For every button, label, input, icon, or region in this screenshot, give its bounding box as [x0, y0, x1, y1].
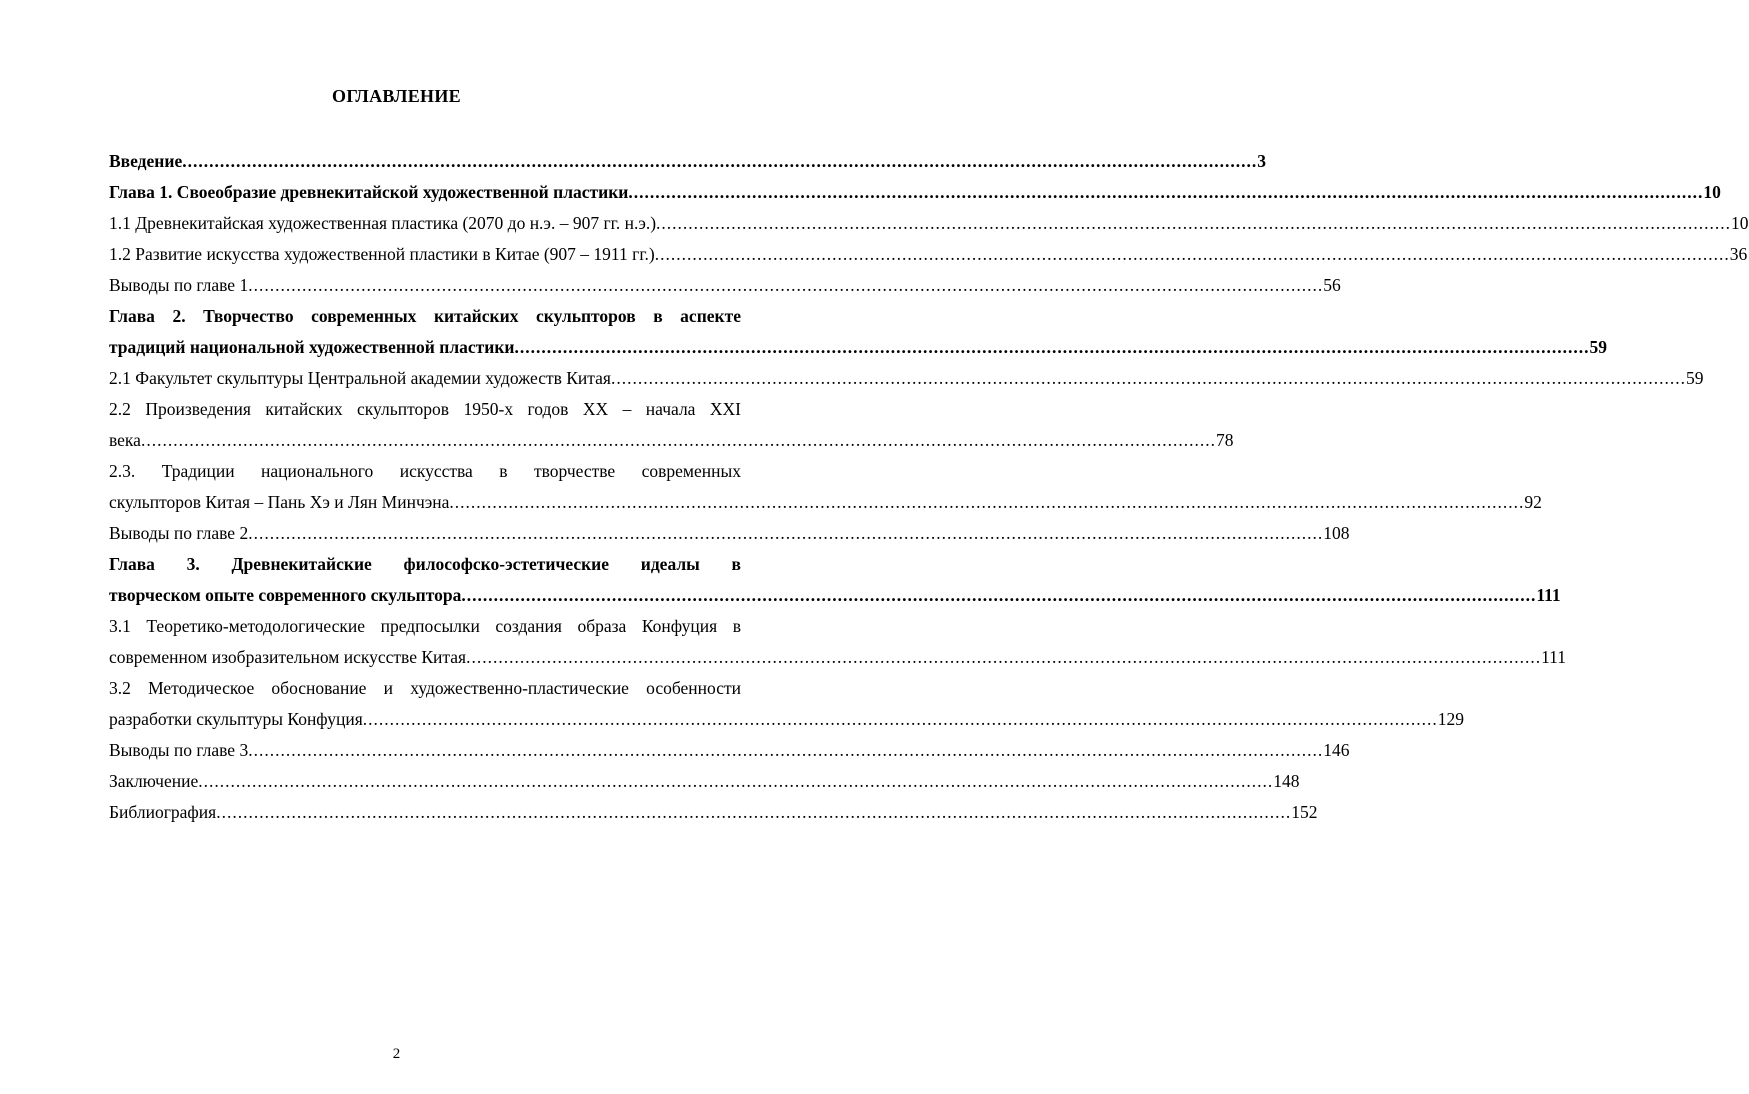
toc-entry-page: 152 [1291, 802, 1318, 822]
toc-entry-title: века [109, 430, 141, 450]
toc-entry-title: скульпторов Китая – Пань Хэ и Лян Минчэна [109, 492, 450, 512]
toc-entry-page: 108 [1323, 523, 1350, 543]
toc-leader-dots: ........................................................................................................................................................................................................ [248, 523, 1324, 543]
toc-entry-title: 1.1 Древнекитайская художественная пластика (2070 до н.э. – 907 гг. н.э.) [109, 213, 657, 233]
page-number: 2 [392, 1046, 401, 1062]
page-title: ОГЛАВЛЕНИЕ [332, 86, 461, 106]
toc-leader-dots: ........................................................................................................................................................................................................ [248, 740, 1324, 760]
toc-leader-dots: ........................................................................................................................................................................................................ [216, 802, 1292, 822]
toc-entry-page: 36 [1729, 244, 1748, 264]
toc-entry-page: 78 [1215, 430, 1234, 450]
toc-entry [109, 270, 1341, 301]
toc-entry-page: 10 [1703, 182, 1721, 202]
toc-leader-dots: ........................................................................................................................................................................................................ [362, 709, 1438, 729]
toc-leader-dots: ........................................................................................................................................................................................................ [198, 771, 1274, 791]
toc-leader-dots: ........................................................................................................................................................................................................ [656, 213, 1732, 233]
toc-entry-title: 1.2 Развитие искусства художественной пластики в Китае (907 – 1911 гг.) [109, 244, 655, 264]
toc-entry-line: Глава 2. Творчество современных китайских скульпторов в аспекте [109, 306, 741, 326]
toc-entry-page: 111 [1541, 647, 1567, 667]
table-of-contents [109, 146, 1749, 828]
toc-entry-page: 3 [1257, 151, 1266, 171]
toc-entry-page: 148 [1273, 771, 1300, 791]
toc-entry [109, 208, 1749, 239]
toc-entry-line: 2.2 Произведения китайских скульпторов 1950-х годов XX – начала XXI [109, 399, 741, 419]
toc-entry-line: 3.1 Теоретико-методологические предпосылки создания образа Конфуция в [109, 616, 741, 636]
toc-entry [109, 766, 1300, 797]
toc-entry-title: творческом опыте современного скульптора [109, 585, 462, 605]
toc-entry-line: Глава 3. Древнекитайские философско-эстетические идеалы в [109, 554, 741, 574]
toc-entry-title: Библиография [109, 802, 217, 822]
toc-entry-page: 111 [1536, 585, 1561, 605]
toc-entry [109, 332, 1608, 363]
toc-entry [109, 363, 1704, 394]
toc-entry-title: традиций национальной художественной пластики [109, 337, 515, 357]
toc-leader-dots: ........................................................................................................................................................................................................ [449, 492, 1525, 512]
toc-leader-dots: ........................................................................................................................................................................................................ [466, 647, 1542, 667]
toc-entry [109, 735, 1350, 766]
toc-entry-page: 129 [1437, 709, 1464, 729]
toc-entry [109, 239, 1748, 270]
toc-entry [109, 425, 1234, 456]
toc-entry-page: 56 [1323, 275, 1341, 295]
toc-entry-page: 146 [1323, 740, 1350, 760]
toc-entry [109, 580, 1561, 611]
toc-entry-title: Заключение [109, 771, 199, 791]
toc-entry-title: Выводы по главе 1 [109, 275, 249, 295]
toc-entry [109, 487, 1542, 518]
toc-entry [109, 642, 1567, 673]
toc-leader-dots: ........................................................................................................................................................................................................ [461, 585, 1537, 605]
toc-entry [109, 177, 1721, 208]
toc-entry-line: 3.2 Методическое обоснование и художественно-пластические особенности [109, 678, 741, 698]
toc-leader-dots: ........................................................................................................................................................................................................ [248, 275, 1324, 295]
toc-entry-title: Введение [109, 151, 183, 171]
toc-entry [109, 146, 1266, 177]
toc-leader-dots: ........................................................................................................................................................................................................ [514, 337, 1590, 357]
toc-leader-dots: ........................................................................................................................................................................................................ [628, 182, 1704, 202]
toc-entry-title: разработки скульптуры Конфуция [109, 709, 363, 729]
toc-leader-dots: ........................................................................................................................................................................................................ [610, 368, 1686, 388]
toc-entry [109, 797, 1318, 828]
toc-entry-page: 92 [1524, 492, 1542, 512]
toc-leader-dots: ........................................................................................................................................................................................................ [654, 244, 1730, 264]
toc-entry-page: 59 [1589, 337, 1608, 357]
toc-leader-dots: ........................................................................................................................................................................................................ [140, 430, 1216, 450]
toc-leader-dots: ........................................................................................................................................................................................................ [182, 151, 1258, 171]
toc-entry-page: 59 [1685, 368, 1704, 388]
toc-entry-page: 10 [1731, 213, 1749, 233]
toc-entry [109, 704, 1464, 735]
toc-entry-title: Глава 1. Своеобразие древнекитайской художественной пластики [109, 182, 629, 202]
toc-entry-line: 2.3. Традиции национального искусства в творчестве современных [109, 461, 741, 481]
toc-entry-title: Выводы по главе 3 [109, 740, 249, 760]
toc-entry-title: Выводы по главе 2 [109, 523, 249, 543]
toc-entry-title: 2.1 Факультет скульптуры Центральной академии художеств Китая [109, 368, 611, 388]
toc-entry-title: современном изобразительном искусстве Китая [109, 647, 467, 667]
toc-entry [109, 518, 1350, 549]
